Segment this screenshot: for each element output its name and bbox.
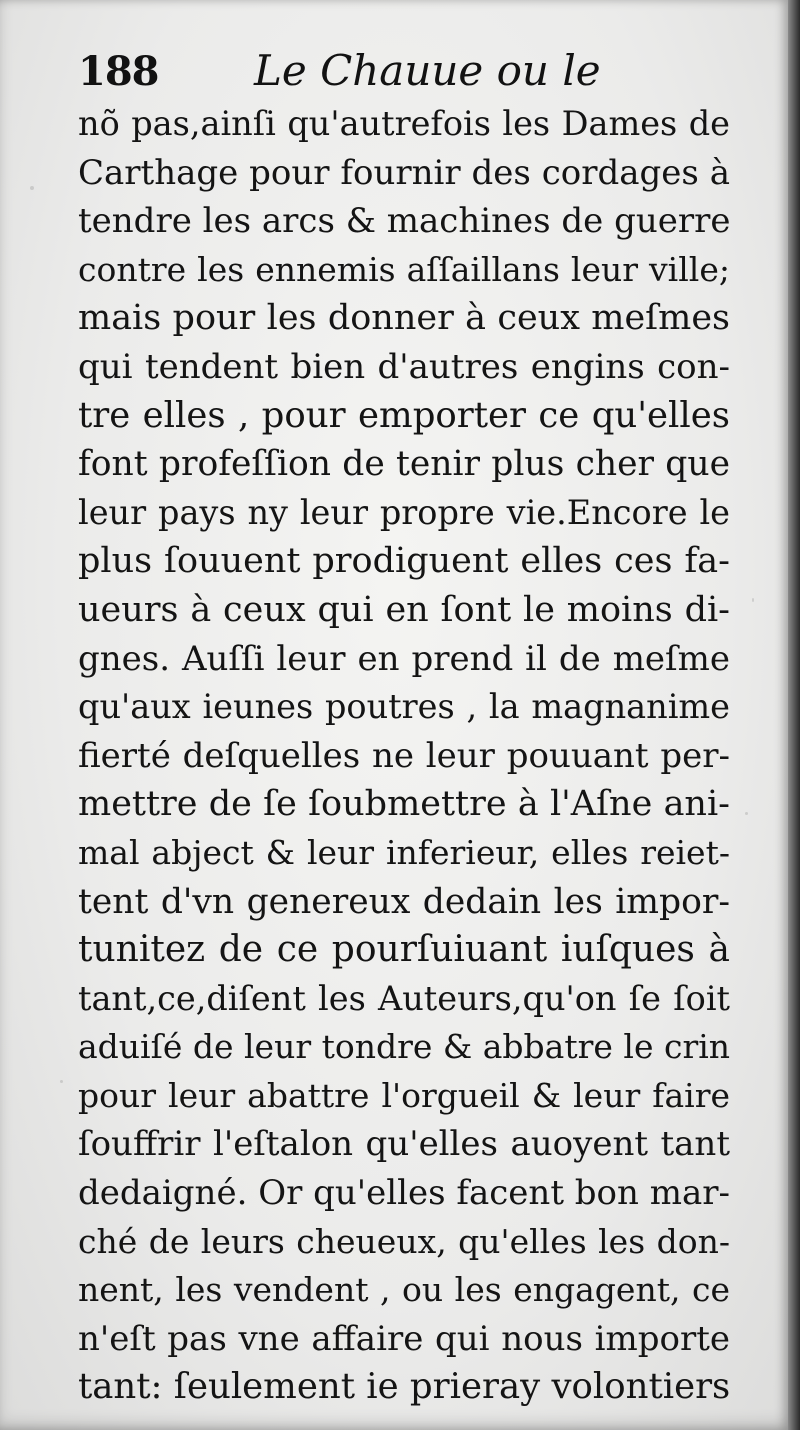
text-line: dedaigné. Or qu'elles facent bon mar-	[78, 1173, 730, 1214]
paper-speck	[752, 598, 754, 602]
text-line: pour leur abattre l'orgueil & leur faire	[78, 1075, 730, 1115]
text-line: ché de leurs cheueux, qu'elles les don-	[78, 1221, 730, 1261]
text-line: tunitez de ce pourſuiuant iuſques à	[78, 929, 730, 971]
text-line: qui tendent bien d'autres engins con-	[78, 346, 730, 387]
text-line: qu'aux ieunes poutres , la magnanime	[78, 687, 730, 727]
text-line: aduiſé de leur tondre & abbatre le crin	[78, 1027, 730, 1067]
text-line: mettre de ſe ſoubmettre à l'Aſne ani-	[78, 784, 730, 825]
text-line: leur pays ny leur propre vie.Encore le	[78, 492, 730, 532]
text-line: n'eſt pas vne affaire qui nous importe	[78, 1318, 730, 1359]
text-line: tre elles , pour emporter ce qu'elles	[78, 394, 730, 436]
text-line: fierté deſquelles ne leur pouuant per-	[78, 735, 730, 776]
page-edge-shadow	[788, 0, 800, 1430]
text-line: gnes. Auſſi leur en prend il de meſme	[78, 638, 730, 679]
body-text	[78, 100, 730, 1412]
text-line: contre les ennemis aſſaillans leur ville;	[78, 249, 730, 289]
text-line: nõ pas,ainſi qu'autrefois les Dames de	[78, 104, 730, 143]
text-line: plus ſouuent prodiguent elles ces fa-	[78, 541, 730, 582]
text-line: tendre les arcs & machines de guerre	[78, 201, 730, 242]
page-number: 188	[78, 48, 159, 95]
text-line: ſouffrir l'eſtalon qu'elles auoyent tant	[78, 1124, 730, 1165]
text-line: tant,ce,diſent les Auteurs,qu'on ſe ſoit	[78, 978, 730, 1018]
page-header	[78, 44, 738, 100]
text-line: font profeſſion de tenir plus cher que	[78, 444, 730, 485]
text-line: tant: ſeulement ie prieray volontiers	[78, 1366, 730, 1408]
text-line: ueurs à ceux qui en ſont le moins di-	[78, 589, 730, 630]
paper-speck	[60, 1080, 63, 1083]
text-line: mal abject & leur inferieur, elles reiet-	[78, 832, 730, 872]
paper-speck	[745, 812, 748, 815]
paper-speck	[30, 186, 34, 190]
text-line: tent d'vn genereux dedain les impor-	[78, 881, 730, 922]
running-title: Le Chauue ou le	[254, 46, 601, 95]
text-line: mais pour les donner à ceux meſmes	[78, 298, 730, 339]
text-line: nent, les vendent , ou les engagent, ce	[78, 1270, 730, 1310]
text-line: Carthage pour fournir des cordages à	[78, 152, 730, 193]
